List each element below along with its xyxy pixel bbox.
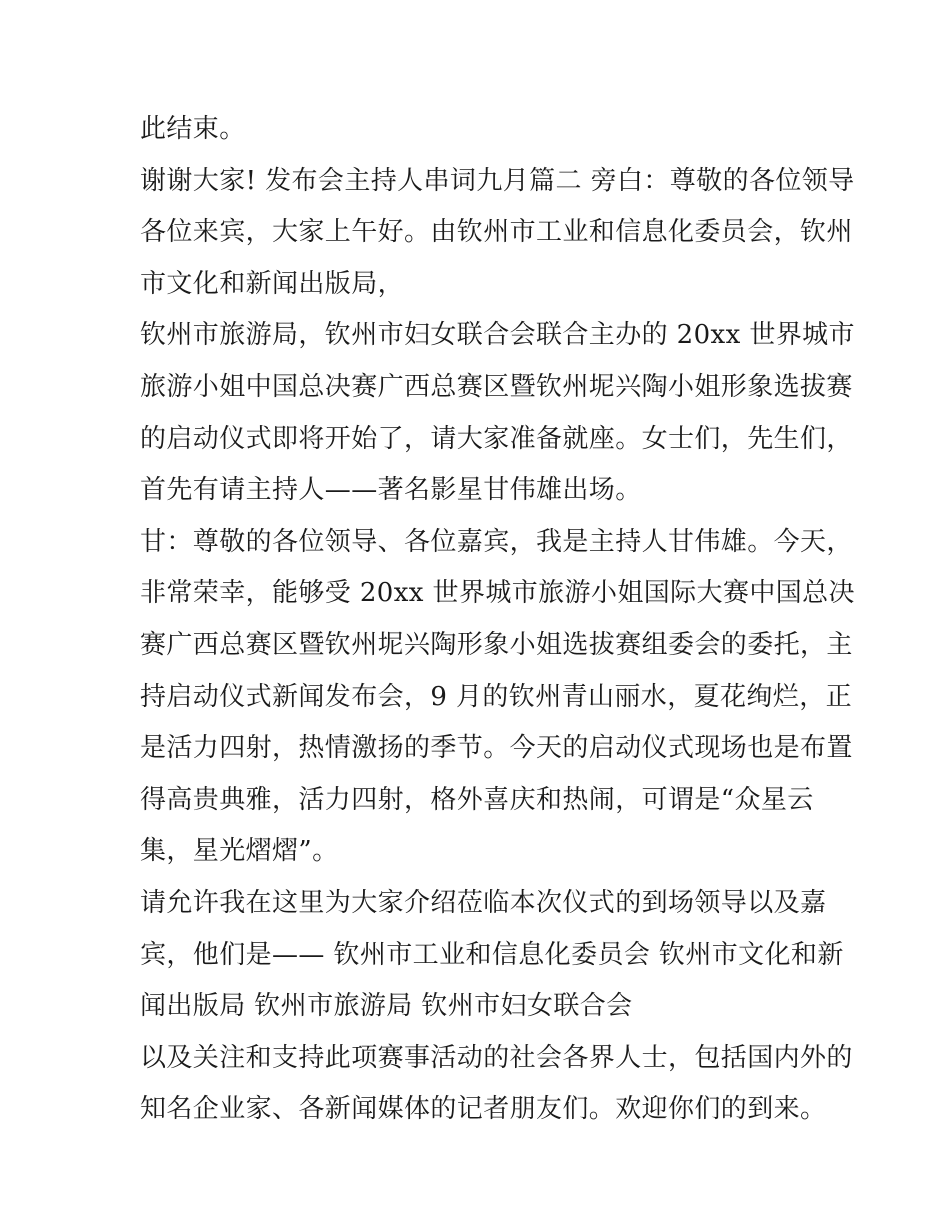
text-line: 赛广西总赛区暨钦州坭兴陶形象小姐选拔赛组委会的委托，主 [140,629,853,660]
text-line: 旅游小姐中国总决赛广西总赛区暨钦州坭兴陶小姐形象选拔赛 [140,371,853,402]
text-line: 集，星光熠熠”。 [140,836,339,867]
text-line: 此结束。 [140,114,246,144]
text-line: 各位来宾，大家上午好。由钦州市工业和信息化委员会，钦州 [140,217,853,248]
text-line: 首先有请主持人——著名影星甘伟雄出场。 [140,475,642,506]
text-line: 谢谢大家! 发布会主持人串词九月篇二 旁白：尊敬的各位领导 [140,165,855,196]
text-line: 以及关注和支持此项赛事活动的社会各界人士，包括国内外的 [140,1042,853,1073]
text-line: 得高贵典雅，活力四射，格外喜庆和热闹，可谓是“众星云 [140,784,814,815]
text-line: 知名企业家、各新闻媒体的记者朋友们。欢迎你们的到来。 [140,1094,827,1125]
text-line: 请允许我在这里为大家介绍莅临本次仪式的到场领导以及嘉 [140,887,827,918]
text-line: 宾，他们是—— 钦州市工业和信息化委员会 钦州市文化和新 [140,939,844,970]
text-line: 非常荣幸，能够受 20xx 世界城市旅游小姐国际大赛中国总决 [140,578,855,609]
text-line: 闻出版局 钦州市旅游局 钦州市妇女联合会 [140,991,633,1022]
text-line: 甘：尊敬的各位领导、各位嘉宾，我是主持人甘伟雄。今天， [140,526,853,557]
document-body [140,104,855,1136]
text-line: 持启动仪式新闻发布会，9 月的钦州青山丽水，夏花绚烂，正 [140,681,853,712]
text-line: 市文化和新闻出版局， [140,268,405,299]
text-line: 的启动仪式即将开始了，请大家准备就座。女士们，先生们， [140,423,853,454]
text-line: 钦州市旅游局，钦州市妇女联合会联合主办的 20xx 世界城市 [140,320,855,351]
text-line: 是活力四射，热情激扬的季节。今天的启动仪式现场也是布置 [140,733,853,764]
